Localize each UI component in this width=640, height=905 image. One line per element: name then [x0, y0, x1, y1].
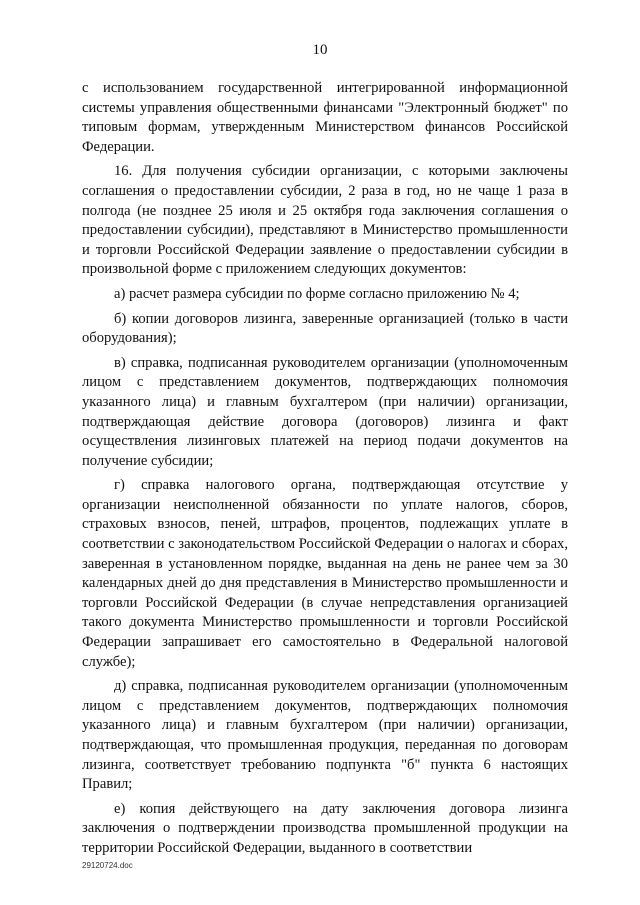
page-number: 10 [312, 42, 328, 58]
list-item-v: в) справка, подписанная руководителем организации (уполномоченным лицом с представлением документов, подтверждающих полномочия указанного лица) и главным бухгалтером (при наличии) организации, подтверждающая действие договора (договоров) лизинга и факт осуществления лизинговых платежей на период подачи документов на получение субсидии; [82, 354, 568, 469]
paragraph-continuation: с использованием государственной интегрированной информационной системы управления общественными финансами "Электронный бюджет" по типовым формам, утвержденным Министерством финансов Российской Федерации. [82, 80, 568, 155]
list-item-d: д) справка, подписанная руководителем организации (уполномоченным лицом с представлением документов, подтверждающих полномочия указанного лица) и главным бухгалтером (при наличии) организации, подтверждающая, что промышленная продукция, переданная по договорам лизинга, соответствует требованию подпункта "б" пункта 6 настоящих Правил; [82, 678, 568, 793]
paragraph-16: 16. Для получения субсидии организации, с которыми заключены соглашения о предоставлении субсидии, 2 раза в год, но не чаще 1 раза в полгода (не позднее 25 июля и 25 октября года заключения соглашения о предоставлении субсидии), представляют в Министерство промышленности и торговли Российской Федерации заявление о предоставлении субсидии в произвольной форме с приложением следующих документов: [82, 163, 568, 278]
list-item-g: г) справка налогового органа, подтверждающая отсутствие у организации неисполненной обязанности по уплате налогов, сборов, страховых взносов, пеней, штрафов, процентов, подлежащих уплате в соответствии с законодательством Российской Федерации о налогах и сборах, заверенная в установленном порядке, выданная на день не ранее чем за 30 календарных дней до дня представления в Министерство промышленности и торговли Российской Федерации (в случае непредставления организацией такого документа Министерство промышленности и торговли Российской Федерации запрашивает его самостоятельно в Федеральной налоговой службе); [82, 477, 568, 670]
list-item-e: е) копия действующего на дату заключения договора лизинга заключения о подтверждении производства промышленной продукции на территории Российской Федерации, выданного в соответствии [82, 800, 568, 856]
list-item-a: а) расчет размера субсидии по форме согласно приложению № 4; [114, 285, 520, 302]
file-name-footer: 29120724.doc [82, 861, 133, 870]
document-body [82, 79, 568, 859]
list-item-b: б) копии договоров лизинга, заверенные организацией (только в части оборудования); [82, 310, 568, 347]
